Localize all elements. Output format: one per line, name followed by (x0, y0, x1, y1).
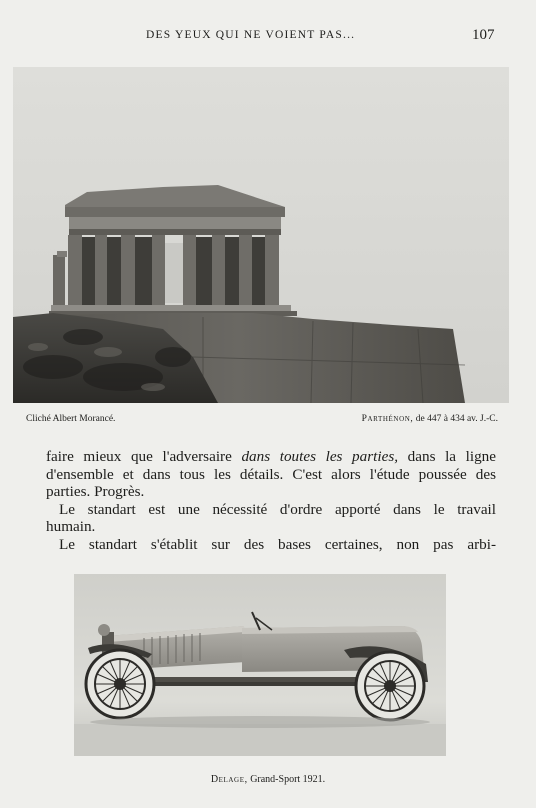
caption-parthenon-date: de 447 à 434 av. J.-C. (415, 414, 498, 424)
text-line-1 (46, 448, 496, 466)
parthenon-photograph (13, 67, 509, 403)
delage-car-photograph (74, 574, 446, 756)
text-line-5: humain. (46, 518, 96, 536)
photo-credit: Cliché Albert Morancé. (26, 414, 116, 424)
caption-delage-rest: Grand-Sport 1921. (250, 774, 326, 785)
text-line-1-end: dans la ligne (398, 448, 496, 465)
caption-parthenon-name: Parthénon, (361, 414, 414, 424)
body-text (46, 448, 496, 554)
temple (49, 185, 297, 316)
figure-caption-top (26, 414, 498, 428)
parthenon-illustration (13, 67, 509, 403)
running-title: DES YEUX QUI NE VOIENT PAS... (146, 29, 356, 41)
text-line-4: Le standart est une nécessité d'ordre apporté dans le travail (59, 500, 496, 518)
caption-delage-name: Delage, (210, 774, 248, 785)
text-line-2: d'ensemble et dans tous les détails. C'est alors l'étude poussée des (46, 465, 496, 483)
figure-caption-bottom (0, 774, 536, 785)
front-wheel (86, 650, 154, 718)
text-line-6: Le standart s'établit sur des bases certaines, non pas arbi- (59, 535, 496, 553)
page-number: 107 (472, 27, 495, 43)
rear-wheel (356, 652, 424, 720)
text-line-1-emphasis: dans toutes les parties, (241, 448, 399, 465)
car-illustration (74, 574, 446, 756)
running-head (0, 27, 536, 47)
text-line-1-start: faire mieux que l'adversaire (46, 448, 242, 465)
caption-parthenon (362, 414, 498, 424)
text-line-3: parties. Progrès. (46, 483, 145, 501)
